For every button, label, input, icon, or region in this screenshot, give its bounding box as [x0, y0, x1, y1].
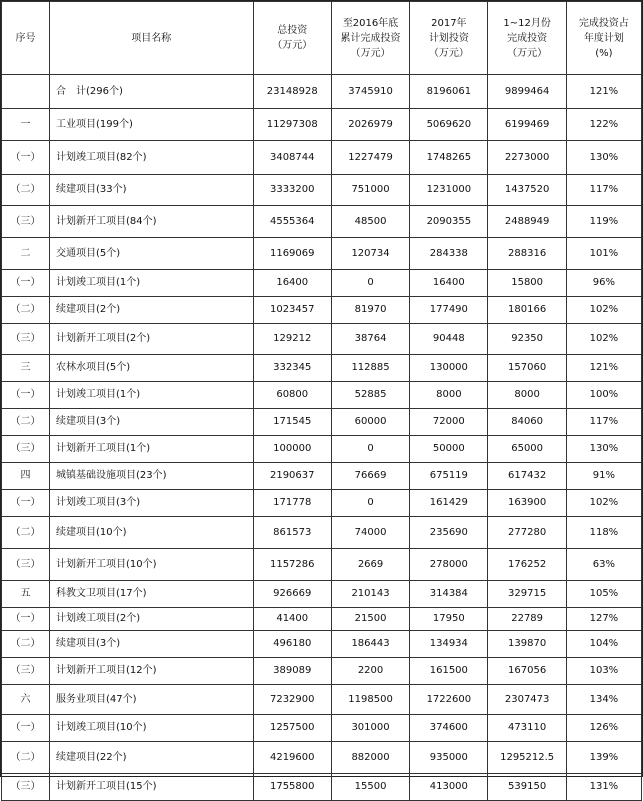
cell-idx: （三）: [2, 324, 50, 355]
table-row: [2, 382, 642, 409]
cell-done: 157060: [488, 355, 566, 382]
cell-cum2016: 1227479: [331, 141, 409, 175]
cell-pct: 134%: [566, 685, 641, 715]
header-plan2017: 2017年 计划投资 （万元）: [410, 2, 488, 75]
cell-cum2016: 81970: [331, 297, 409, 324]
cell-idx: （一）: [2, 382, 50, 409]
cell-plan2017: 1722600: [410, 685, 488, 715]
cell-idx: （一）: [2, 270, 50, 297]
table-row: [2, 141, 642, 175]
cell-cum2016: 60000: [331, 409, 409, 436]
cell-done: 1437520: [488, 175, 566, 206]
cell-total: 100000: [253, 436, 331, 463]
cell-pct: 122%: [566, 109, 641, 141]
cell-pct: 103%: [566, 658, 641, 685]
cell-total: 1023457: [253, 297, 331, 324]
cell-done: 139870: [488, 631, 566, 658]
cell-idx: （一）: [2, 141, 50, 175]
cell-total: 4219600: [253, 742, 331, 774]
cell-total: 129212: [253, 324, 331, 355]
cell-pct: 96%: [566, 270, 641, 297]
cell-pct: 100%: [566, 382, 641, 409]
cell-done: 2488949: [488, 206, 566, 238]
cell-pct: 117%: [566, 409, 641, 436]
cell-name: 合 计(296个): [50, 75, 254, 109]
cell-name: 续建项目(10个): [50, 517, 254, 549]
table-row: [2, 549, 642, 581]
cell-name: 科教文卫项目(17个): [50, 581, 254, 608]
cell-pct: 121%: [566, 75, 641, 109]
cell-cum2016: 882000: [331, 742, 409, 774]
cell-done: 329715: [488, 581, 566, 608]
cell-plan2017: 413000: [410, 774, 488, 801]
table-row: [2, 658, 642, 685]
cell-pct: 104%: [566, 631, 641, 658]
cell-done: 539150: [488, 774, 566, 801]
cell-name: 计划新开工项目(12个): [50, 658, 254, 685]
cell-cum2016: 21500: [331, 608, 409, 631]
cell-idx: （一）: [2, 715, 50, 742]
cell-idx: （二）: [2, 742, 50, 774]
cell-total: 23148928: [253, 75, 331, 109]
cell-plan2017: 161429: [410, 490, 488, 517]
cell-done: 2273000: [488, 141, 566, 175]
cell-cum2016: 48500: [331, 206, 409, 238]
table-row: [2, 206, 642, 238]
cell-cum2016: 112885: [331, 355, 409, 382]
cell-cum2016: 0: [331, 490, 409, 517]
cell-cum2016: 76669: [331, 463, 409, 490]
cell-idx: 五: [2, 581, 50, 608]
table-row: [2, 608, 642, 631]
cell-plan2017: 90448: [410, 324, 488, 355]
investment-table: [1, 1, 642, 801]
cell-name: 计划竣工项目(82个): [50, 141, 254, 175]
table-row: [2, 297, 642, 324]
cell-plan2017: 17950: [410, 608, 488, 631]
cell-total: 7232900: [253, 685, 331, 715]
cell-name: 交通项目(5个): [50, 238, 254, 270]
table-row: [2, 715, 642, 742]
cell-plan2017: 16400: [410, 270, 488, 297]
cell-idx: 一: [2, 109, 50, 141]
cell-done: 1295212.5: [488, 742, 566, 774]
table-row: [2, 685, 642, 715]
cell-total: 496180: [253, 631, 331, 658]
cell-pct: 121%: [566, 355, 641, 382]
header-cum2016: 至2016年底 累计完成投资 （万元）: [331, 2, 409, 75]
cell-name: 农林水项目(5个): [50, 355, 254, 382]
cell-done: 92350: [488, 324, 566, 355]
cell-name: 续建项目(3个): [50, 409, 254, 436]
cell-cum2016: 751000: [331, 175, 409, 206]
table-body: [2, 75, 642, 801]
cell-idx: 四: [2, 463, 50, 490]
cell-done: 473110: [488, 715, 566, 742]
cell-idx: （二）: [2, 409, 50, 436]
cell-name: 计划竣工项目(2个): [50, 608, 254, 631]
cell-total: 11297308: [253, 109, 331, 141]
table-row: [2, 238, 642, 270]
cell-cum2016: 120734: [331, 238, 409, 270]
cell-plan2017: 284338: [410, 238, 488, 270]
cell-name: 续建项目(33个): [50, 175, 254, 206]
cell-plan2017: 50000: [410, 436, 488, 463]
cell-pct: 101%: [566, 238, 641, 270]
header-pct: 完成投资占 年度计划 (%): [566, 2, 641, 75]
cell-cum2016: 0: [331, 436, 409, 463]
cell-idx: 二: [2, 238, 50, 270]
cell-name: 续建项目(2个): [50, 297, 254, 324]
table-row: [2, 581, 642, 608]
cell-pct: 118%: [566, 517, 641, 549]
table-row: [2, 742, 642, 774]
cell-pct: 130%: [566, 141, 641, 175]
cell-done: 8000: [488, 382, 566, 409]
cell-idx: （三）: [2, 774, 50, 801]
cell-done: 84060: [488, 409, 566, 436]
cell-idx: （一）: [2, 608, 50, 631]
cell-idx: （三）: [2, 658, 50, 685]
cell-plan2017: 374600: [410, 715, 488, 742]
cell-total: 1257500: [253, 715, 331, 742]
cell-total: 41400: [253, 608, 331, 631]
cell-pct: 117%: [566, 175, 641, 206]
cell-plan2017: 235690: [410, 517, 488, 549]
cell-pct: 127%: [566, 608, 641, 631]
cell-total: 60800: [253, 382, 331, 409]
table-row: [2, 774, 642, 801]
cell-name: 计划新开工项目(1个): [50, 436, 254, 463]
cell-done: 2307473: [488, 685, 566, 715]
cell-plan2017: 130000: [410, 355, 488, 382]
cell-plan2017: 1231000: [410, 175, 488, 206]
cell-pct: 102%: [566, 324, 641, 355]
cell-cum2016: 2026979: [331, 109, 409, 141]
cell-plan2017: 1748265: [410, 141, 488, 175]
cell-name: 续建项目(22个): [50, 742, 254, 774]
cell-done: 163900: [488, 490, 566, 517]
cell-total: 4555364: [253, 206, 331, 238]
cell-pct: 102%: [566, 490, 641, 517]
cell-cum2016: 186443: [331, 631, 409, 658]
cell-name: 工业项目(199个): [50, 109, 254, 141]
cell-pct: 91%: [566, 463, 641, 490]
table-row: [2, 517, 642, 549]
cell-done: 176252: [488, 549, 566, 581]
cell-plan2017: 314384: [410, 581, 488, 608]
cell-done: 6199469: [488, 109, 566, 141]
table-row: [2, 324, 642, 355]
cell-idx: （二）: [2, 175, 50, 206]
cell-name: 服务业项目(47个): [50, 685, 254, 715]
cell-pct: 102%: [566, 297, 641, 324]
cell-idx: 六: [2, 685, 50, 715]
cell-plan2017: 935000: [410, 742, 488, 774]
cell-idx: （三）: [2, 549, 50, 581]
cell-idx: （三）: [2, 436, 50, 463]
table-row: [2, 75, 642, 109]
cell-name: 计划新开工项目(2个): [50, 324, 254, 355]
table-row: [2, 436, 642, 463]
cell-total: 389089: [253, 658, 331, 685]
cell-cum2016: 0: [331, 270, 409, 297]
cell-plan2017: 161500: [410, 658, 488, 685]
cell-pct: 63%: [566, 549, 641, 581]
cell-idx: （二）: [2, 631, 50, 658]
table-row: [2, 109, 642, 141]
header-name: 项目名称: [50, 2, 254, 75]
cell-total: 16400: [253, 270, 331, 297]
cell-cum2016: 3745910: [331, 75, 409, 109]
cell-idx: （二）: [2, 297, 50, 324]
cell-total: 1169069: [253, 238, 331, 270]
cell-done: 22789: [488, 608, 566, 631]
header-done: 1~12月份 完成投资 （万元）: [488, 2, 566, 75]
table-row: [2, 490, 642, 517]
cell-cum2016: 52885: [331, 382, 409, 409]
cell-name: 计划竣工项目(3个): [50, 490, 254, 517]
cell-name: 续建项目(3个): [50, 631, 254, 658]
cell-name: 计划竣工项目(1个): [50, 270, 254, 297]
cell-cum2016: 210143: [331, 581, 409, 608]
table-row: [2, 175, 642, 206]
cell-plan2017: 8196061: [410, 75, 488, 109]
cell-name: 计划竣工项目(10个): [50, 715, 254, 742]
cell-cum2016: 1198500: [331, 685, 409, 715]
cell-plan2017: 8000: [410, 382, 488, 409]
cell-done: 9899464: [488, 75, 566, 109]
cell-plan2017: 278000: [410, 549, 488, 581]
cell-cum2016: 74000: [331, 517, 409, 549]
cell-cum2016: 2200: [331, 658, 409, 685]
cell-total: 332345: [253, 355, 331, 382]
cell-total: 1157286: [253, 549, 331, 581]
cell-plan2017: 177490: [410, 297, 488, 324]
cell-plan2017: 675119: [410, 463, 488, 490]
cell-pct: 126%: [566, 715, 641, 742]
cell-plan2017: 72000: [410, 409, 488, 436]
cell-pct: 131%: [566, 774, 641, 801]
table-row: [2, 409, 642, 436]
cell-pct: 119%: [566, 206, 641, 238]
cell-cum2016: 2669: [331, 549, 409, 581]
cell-done: 288316: [488, 238, 566, 270]
cell-pct: 105%: [566, 581, 641, 608]
cell-idx: （一）: [2, 490, 50, 517]
cell-plan2017: 2090355: [410, 206, 488, 238]
header-total: 总投资 （万元）: [253, 2, 331, 75]
cell-done: 180166: [488, 297, 566, 324]
cell-done: 277280: [488, 517, 566, 549]
cell-name: 计划新开工项目(10个): [50, 549, 254, 581]
table-header-row: [2, 2, 642, 75]
table-row: [2, 270, 642, 297]
cell-name: 计划竣工项目(1个): [50, 382, 254, 409]
cell-name: 计划新开工项目(84个): [50, 206, 254, 238]
header-idx: 序号: [2, 2, 50, 75]
cell-total: 171778: [253, 490, 331, 517]
cell-total: 926669: [253, 581, 331, 608]
cell-cum2016: 15500: [331, 774, 409, 801]
cell-pct: 139%: [566, 742, 641, 774]
cell-plan2017: 134934: [410, 631, 488, 658]
cell-cum2016: 301000: [331, 715, 409, 742]
cell-idx: （二）: [2, 517, 50, 549]
cell-done: 15800: [488, 270, 566, 297]
cell-cum2016: 38764: [331, 324, 409, 355]
cell-name: 计划新开工项目(15个): [50, 774, 254, 801]
cell-plan2017: 5069620: [410, 109, 488, 141]
table-row: [2, 355, 642, 382]
cell-total: 3408744: [253, 141, 331, 175]
cell-total: 861573: [253, 517, 331, 549]
cell-done: 65000: [488, 436, 566, 463]
cell-total: 171545: [253, 409, 331, 436]
cell-idx: （三）: [2, 206, 50, 238]
cell-name: 城镇基础设施项目(23个): [50, 463, 254, 490]
cell-total: 3333200: [253, 175, 331, 206]
cell-pct: 130%: [566, 436, 641, 463]
cell-done: 167056: [488, 658, 566, 685]
cell-idx: [2, 75, 50, 109]
table-row: [2, 631, 642, 658]
cell-idx: 三: [2, 355, 50, 382]
cell-done: 617432: [488, 463, 566, 490]
cell-total: 2190637: [253, 463, 331, 490]
table-row: [2, 463, 642, 490]
cell-total: 1755800: [253, 774, 331, 801]
